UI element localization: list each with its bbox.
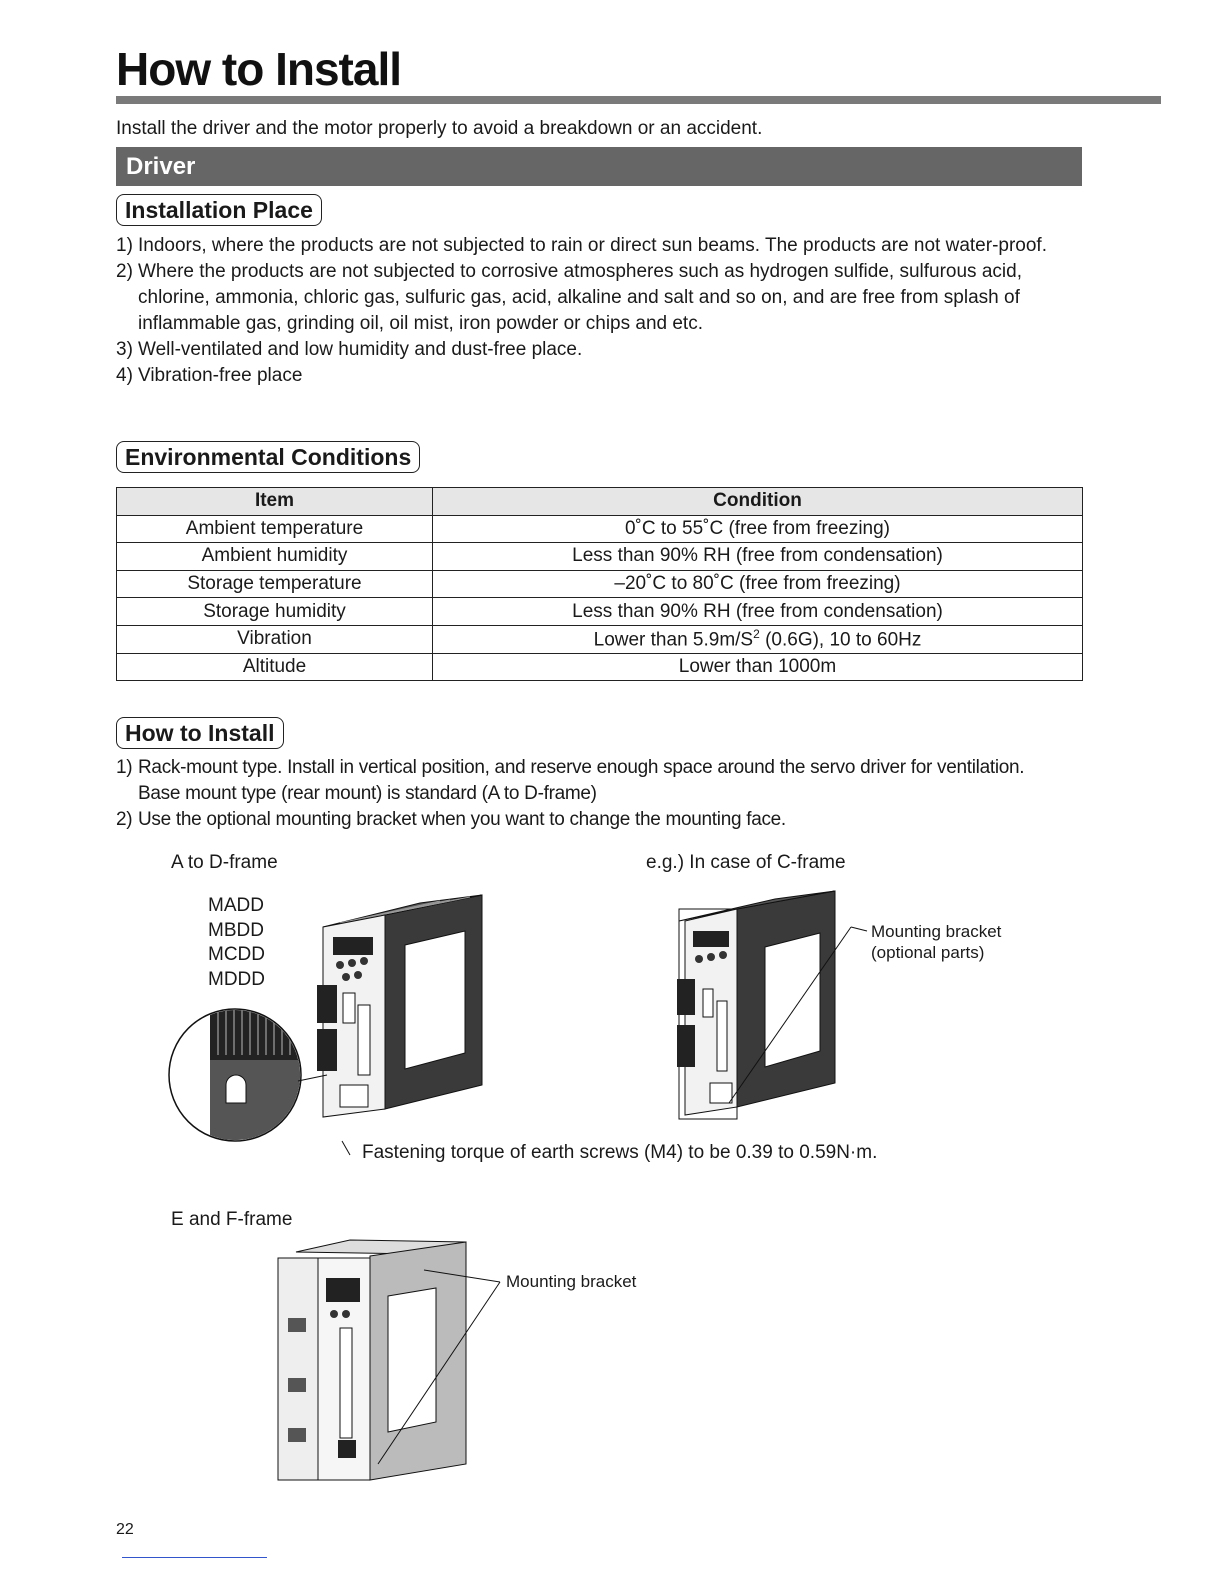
list-item: 1) Indoors, where the products are not subjected to rain or direct sun beams. The products are not water-proof.	[116, 235, 1047, 256]
cell-condition: –20˚C to 80˚C (free from freezing)	[433, 570, 1083, 598]
cell-item: Storage humidity	[117, 598, 433, 626]
list-item: 1) Rack-mount type. Install in vertical position, and reserve enough space around the servo driver for ventilation. Base mount type (rear mount) is standard (A to D-frame)	[116, 757, 1025, 804]
table-row	[117, 515, 1083, 543]
c-frame-driver-illustration	[655, 885, 885, 1125]
list-item: 2) Where the products are not subjected to corrosive atmospheres such as hydrogen sulfide, sulfurous acid, chlorine, ammonia, chloric gas, sulfuric gas, acid, alkaline and salt and so on, and are free from splash of inflammable gas, grinding oil, oil mist, iron powder or chips and etc.	[116, 261, 1022, 334]
cell-condition: Lower than 1000m	[433, 653, 1083, 681]
model-name: MBDD	[208, 919, 264, 941]
table-row	[117, 625, 1083, 653]
table-row	[117, 598, 1083, 626]
environmental-conditions-heading: Environmental Conditions	[116, 441, 420, 473]
cell-condition: Less than 90% RH (free from condensation)	[433, 543, 1083, 571]
table-header-row	[117, 488, 1083, 516]
installation-place-heading: Installation Place	[116, 194, 322, 226]
list-item: 2) Use the optional mounting bracket when you want to change the mounting face.	[116, 809, 786, 830]
cell-condition: 0˚C to 55˚C (free from freezing)	[433, 515, 1083, 543]
cell-item: Vibration	[117, 625, 433, 653]
cell-item: Ambient humidity	[117, 543, 433, 571]
list-item: 3) Well-ventilated and low humidity and dust-free place.	[116, 339, 583, 360]
intro-text: Install the driver and the motor properly to avoid a breakdown or an accident.	[116, 118, 763, 139]
ef-frame-driver-illustration	[270, 1228, 510, 1488]
how-to-install-heading: How to Install	[116, 717, 284, 749]
model-name: MADD	[208, 895, 264, 916]
how-to-install-list	[116, 755, 1096, 833]
footer-link-line	[122, 1557, 267, 1558]
table-row	[117, 543, 1083, 571]
ad-frame-label: A to D-frame	[171, 852, 278, 873]
list-item: 4) Vibration-free place	[116, 365, 303, 386]
column-header-condition: Condition	[433, 488, 1083, 516]
column-header-item: Item	[117, 488, 433, 516]
title-rule	[116, 96, 1161, 104]
torque-note: Fastening torque of earth screws (M4) to be 0.39 to 0.59N·m.	[362, 1142, 878, 1163]
table-row	[117, 570, 1083, 598]
bracket-optional-callout: Mounting bracket (optional parts)	[871, 922, 1002, 962]
cell-item: Altitude	[117, 653, 433, 681]
cell-condition: Less than 90% RH (free from condensation)	[433, 598, 1083, 626]
section-header-driver: Driver	[116, 147, 1082, 186]
cell-item: Ambient temperature	[117, 515, 433, 543]
model-name: MDDD	[208, 968, 265, 990]
bracket-callout: Mounting bracket	[506, 1272, 637, 1291]
table-row	[117, 653, 1083, 681]
ad-frame-driver-illustration	[160, 885, 520, 1165]
model-name: MCDD	[208, 944, 265, 965]
page-number: 22	[116, 1521, 134, 1538]
cell-condition: Lower than $5.9m/S^2$ (0.6G), 10 to 60Hz	[433, 625, 1083, 653]
c-frame-label: e.g.) In case of C-frame	[646, 852, 846, 873]
ef-frame-label: E and F-frame	[171, 1209, 293, 1230]
page-title: How to Install	[116, 43, 401, 95]
cell-item: Storage temperature	[117, 570, 433, 598]
installation-place-list	[116, 233, 1086, 389]
environment-table	[116, 487, 1083, 681]
